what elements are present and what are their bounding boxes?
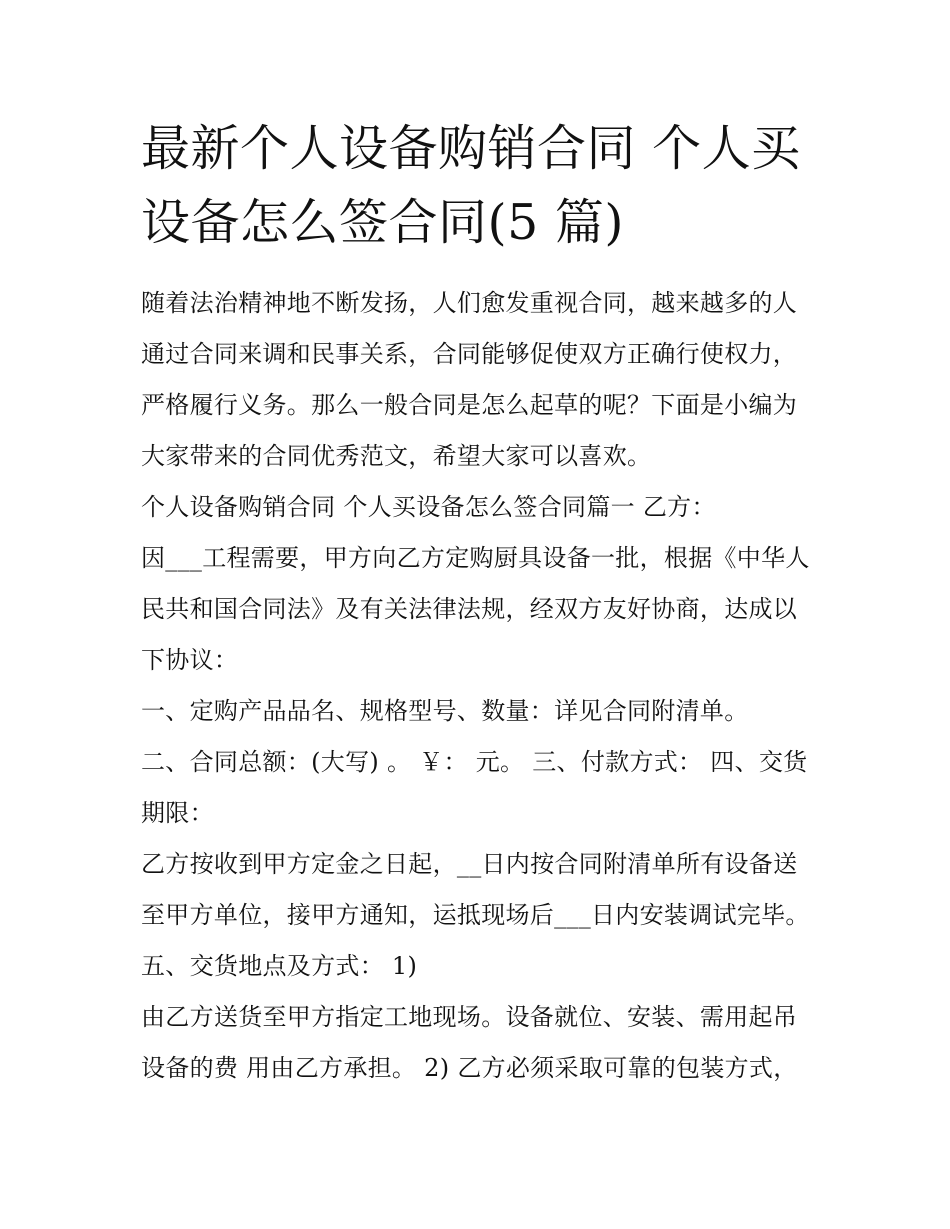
section-heading-paragraph: 个人设备购销合同 个人买设备怎么签合同篇一 乙方： — [141, 493, 716, 521]
preamble-paragraph: 因___工程需要，甲方向乙方定购厨具设备一批，根据《中华人民共和国合同法》及有关法律法规，经双方友好协商，达成以下协议： — [141, 544, 810, 674]
clause-1-paragraph: 一、定购产品品名、规格型号、数量：详见合同附清单。 — [141, 697, 749, 725]
delivery-method-paragraph: 由乙方送货至甲方指定工地现场。设备就位、安装、需用起吊设备的费 用由乙方承担。 2) 乙方必须采取可靠的包装方式， — [141, 1003, 798, 1082]
document-title: 最新个人设备购销合同 个人买设备怎么签合同(5 篇) — [141, 120, 801, 251]
document-body — [141, 278, 821, 1094]
intro-paragraph: 随着法治精神地不断发扬，人们愈发重视合同，越来越多的人通过合同来调和民事关系，合同能够促使双方正确行使权力，严格履行义务。那么一般合同是怎么起草的呢？下面是小编为大家带来的合同优秀范文，希望大家可以喜欢。 — [141, 289, 798, 470]
delivery-terms-paragraph: 乙方按收到甲方定金之日起，__日内按合同附清单所有设备送至甲方单位，接甲方通知，运抵现场后___日内安装调试完毕。 五、交货地点及方式： 1) — [141, 850, 810, 980]
clause-2-4-paragraph: 二、合同总额：(大写) 。 ￥： 元。 三、付款方式： 四、交货期限： — [141, 748, 808, 827]
